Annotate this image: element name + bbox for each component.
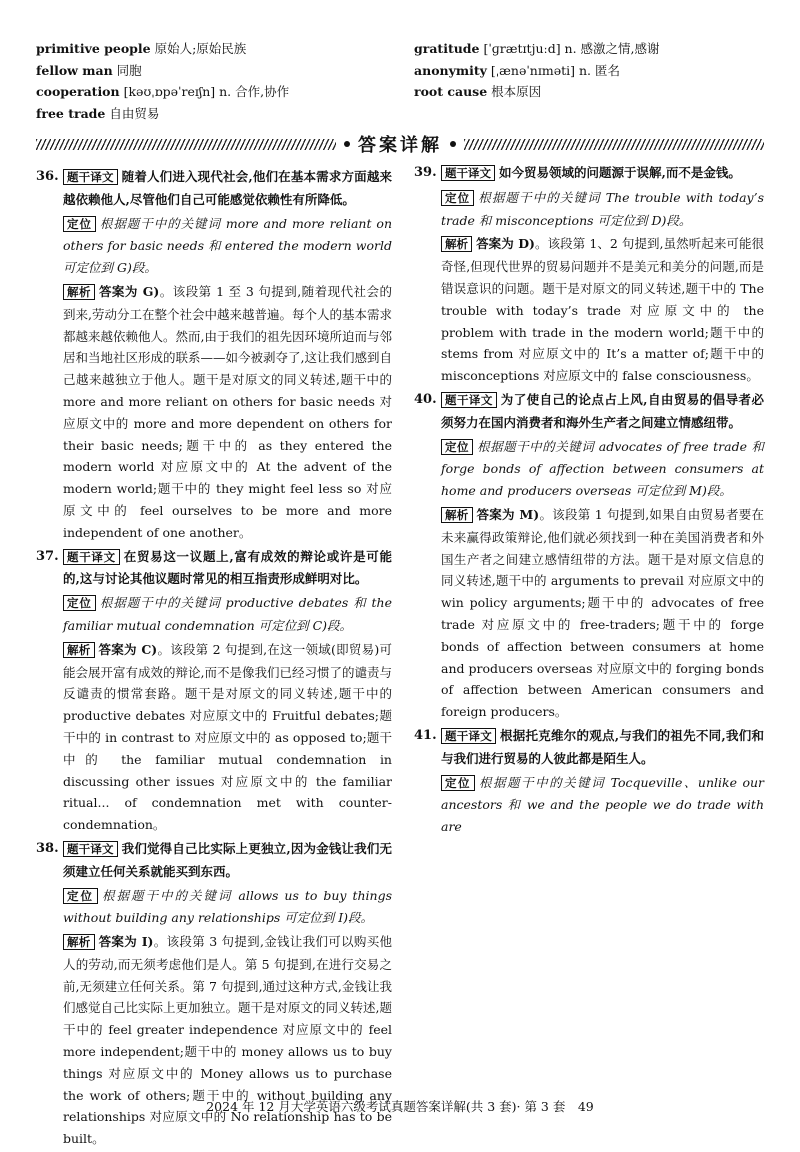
analysis-label: 解析 [441, 507, 473, 523]
analysis-text: 。该段第 1 句提到,如果自由贸易者要在未来赢得政策辩论,他们就必须找到一种在美国消费者和外国生产者之间建立感情纽带的方法。题干是对原文信息的同义转述,题干中的 arguments to prevail 对应原文中的 win policy arguments;题干中的 advocates of free trade 对应原文中的 free-traders;题干中的 forge bonds of affection between consumers at home and producers overseas 对应原文中的 forging bonds of affection between American consumers and foreign producers。 [441, 506, 765, 720]
left-column [36, 166, 392, 1152]
vocab-list-left [36, 38, 391, 124]
vocab-item: root cause 根本原因 [414, 84, 542, 99]
locate-text: 根据题干中的关键词 more and more reliant on others for basic needs 和 entered the modern world 可定位到 G)段。 [63, 215, 392, 276]
answer-text: 答案为 C) [98, 641, 158, 657]
question-39 [414, 162, 764, 387]
translation-label: 题干译文 [63, 549, 120, 565]
locate-text: 根据题干中的关键词 productive debates 和 the familiar mutual condemnation 可定位到 C)段。 [63, 595, 393, 633]
question-number: 41. [414, 727, 437, 743]
question-41 [414, 725, 764, 838]
question-translation: 随着人们进入现代社会,他们在基本需求方面越来越依赖他人,尽管他们自己可能感觉依赖性有所降低。 [63, 169, 393, 207]
vocab-item: fellow man 同胞 [36, 62, 142, 78]
question-number: 39. [414, 165, 437, 180]
vocab-item: cooperation [kəʊˌɒpəˈreɪʃn] n. 合作,协作 [36, 84, 290, 99]
analysis-label: 解析 [441, 236, 472, 252]
translation-label: 题干译文 [441, 728, 496, 744]
question-translation: 为了使自己的论点占上风,自由贸易的倡导者必须努力在国内消费者和海外生产者之间建立情感纽带。 [441, 391, 765, 430]
section-banner [36, 131, 764, 157]
answer-text: 答案为 M) [476, 506, 540, 522]
analysis-text: 。该段第 1、2 句提到,虽然听起来可能很奇怪,但现代世界的贸易问题并不是美元和美分的问题,而是错误意识的问题。题干是对原文的同义转述,题干中的 The trouble with today’s trade 对应原文中的 the problem with trade in the modern world;题干中的 stems from 对应原文中的 It’s a matter of;题干中的 misconceptions 对应原文中的 false consciousness。 [441, 236, 765, 384]
bullet-dot [450, 141, 456, 147]
analysis-text: 。该段第 2 句提到,在这一领域(即贸易)可能会展开富有成效的辩论,而不是像我们已经习惯了的谴责与反谴责的惯常套路。题干是对原文的同义转述,题干中的 productive debates 对应原文中的 Fruitful debates;题干中的 in contrast to 对应原文中的 as opposed to;题干中的 the familiar mutual condemnation in discussing other issues 对应原文中的 the familiar ritual... of condemnation met with counter-condemnation。 [63, 641, 392, 833]
question-37 [36, 546, 392, 836]
locate-text: 根据题干中的关键词 allows us to buy things without building any relationships 可定位到 I)段。 [63, 887, 392, 926]
translation-label: 题干译文 [441, 392, 497, 408]
analysis-label: 解析 [63, 934, 95, 950]
question-translation: 如今贸易领域的问题源于误解,而不是金钱。 [499, 165, 741, 180]
answer-text: 答案为 I) [98, 934, 154, 950]
analysis-label: 解析 [63, 642, 95, 658]
locate-label: 定位 [63, 216, 96, 232]
vocab-item: free trade 自由贸易 [36, 105, 160, 121]
section-title: 答案详解 [358, 135, 442, 156]
question-number: 38. [36, 840, 59, 856]
question-number: 37. [36, 548, 59, 564]
vocab-item: primitive people 原始人;原始民族 [36, 41, 247, 56]
question-36 [36, 166, 392, 544]
translation-label: 题干译文 [63, 841, 118, 857]
question-number: 40. [414, 391, 437, 407]
analysis-label: 解析 [63, 284, 95, 300]
answer-text: 答案为 D) [476, 236, 535, 252]
answer-text: 答案为 G) [98, 283, 160, 299]
translation-label: 题干译文 [63, 169, 118, 185]
locate-text: 根据题干中的关键词 Tocqueville、unlike our ancestors 和 we and the people we do trade with are [441, 774, 765, 835]
locate-label: 定位 [441, 190, 474, 206]
vocab-list-right [414, 38, 774, 103]
locate-label: 定位 [63, 888, 98, 904]
locate-label: 定位 [441, 775, 475, 791]
vocab-item: anonymity [ˌænəˈnɪməti] n. 匿名 [414, 62, 620, 78]
question-translation: 我们觉得自己比实际上更独立,因为金钱让我们无须建立任何关系就能买到东西。 [63, 840, 393, 879]
page-footer: 2024 年 12 月大学英语六级考试真题答案详解(共 3 套)· 第 3 套 49 [206, 1099, 594, 1114]
right-column [414, 162, 764, 840]
question-40 [414, 389, 764, 723]
hatch-divider [36, 139, 336, 150]
question-translation: 在贸易这一议题上,富有成效的辩论或许是可能的,这与讨论其他议题时常见的相互指责形成鲜明对比。 [63, 548, 393, 587]
analysis-text: 。该段第 3 句提到,金钱让我们可以购买他人的劳动,而无须考虑他们是人。第 5 句提到,在进行交易之前,无须建立任何关系。第 7 句提到,通过这种方式,金钱让我们感觉自己比实际上更加独立。题干是对原文的同义转述,题干中的 feel greater independence 对应原文中的 feel more independent;题干中的 money allows us to buy things 对应原文中的 Money allows us to purchase the work of others;题干中的 without building any relationships 对应原文中的 No relationship has to be built。 [63, 934, 393, 1147]
locate-text: 根据题干中的关键词 advocates of free trade 和 forge bonds of affection between consumers at home and producers overseas 可定位到 M)段。 [441, 438, 765, 499]
bullet-dot [344, 141, 350, 147]
question-translation: 根据托克维尔的观点,与我们的祖先不同,我们和与我们进行贸易的人彼此都是陌生人。 [441, 727, 764, 766]
locate-label: 定位 [63, 595, 96, 611]
analysis-text: 。该段第 1 至 3 句提到,随着现代社会的到来,劳动分工在整个社会中越来越普遍。每个人的基本需求都越来越依赖他人。然而,由于我们的祖先因环境所迫而与邻居和当地社区形成的联系——如今被剥夺了,这让我们感到自己越来越独立于他人。题干是对原文的同义转述,题干中的 more and more reliant on others for basic needs 对应原文中的 more and more dependent on others for their basic needs;题干中的 as they entered the modern world 对应原文中的 At the advent of the modern world;题干中的 they might feel less so 对应原文中的 feel ourselves to be more and more independent of one another。 [63, 283, 393, 540]
vocab-item: gratitude [ˈɡrætɪtjuːd] n. 感激之情,感谢 [414, 41, 660, 56]
question-number: 36. [36, 169, 59, 184]
translation-label: 题干译文 [441, 165, 495, 181]
hatch-divider [464, 139, 764, 150]
locate-text: 根据题干中的关键词 The trouble with today’s trade 和 misconceptions 可定位到 D)段。 [441, 189, 765, 228]
locate-label: 定位 [441, 439, 473, 455]
